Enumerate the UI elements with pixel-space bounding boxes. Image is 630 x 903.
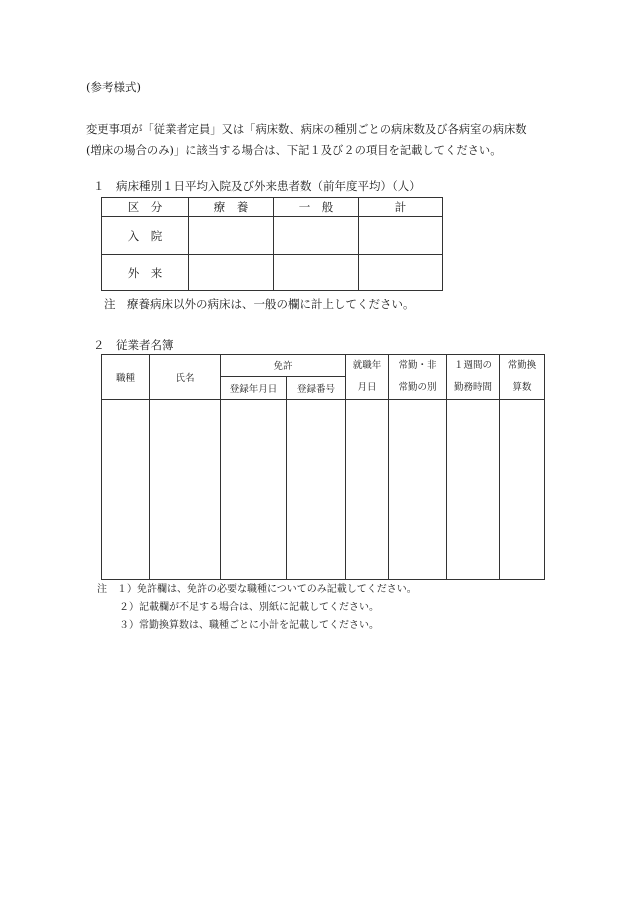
section2-title: ２ 従業者名簿 <box>93 338 174 352</box>
col-header-shushoku <box>346 355 389 400</box>
cell-jokin <box>389 400 447 580</box>
section2-note-1: 注 １）免許欄は、免許の必要な職種についてのみ記載してください。 <box>97 584 417 595</box>
form-label: (参考様式) <box>86 80 141 94</box>
row-label-outpatient: 外 来 <box>102 255 189 291</box>
section2-note-3: ３）常勤換算数は、職種ごとに小計を記載してください。 <box>119 620 379 631</box>
shukan-line-1: １週間の <box>453 360 492 371</box>
cell-outpatient-ryoyo <box>189 255 274 291</box>
staff-roster-table <box>101 354 545 580</box>
cell-shokushu <box>102 400 150 580</box>
section1-title: １ 病床種別１日平均入院及び外来患者数（前年度平均）（人） <box>93 179 421 193</box>
col-header-menkyo: 免許 <box>221 355 346 377</box>
col-header-shokushu: 職種 <box>102 355 150 400</box>
cell-inpatient-ippan <box>274 217 359 255</box>
col-header-toroku-no: 登録番号 <box>287 376 346 399</box>
intro-line-2: (増床の場合のみ)」に該当する場合は、下記１及び２の項目を記載してください。 <box>86 144 502 157</box>
cell-toroku-no <box>287 400 346 580</box>
cell-inpatient-ryoyo <box>189 217 274 255</box>
cell-inpatient-total <box>359 217 443 255</box>
col-header-total: 計 <box>359 198 443 217</box>
cell-toroku-date <box>221 400 287 580</box>
col-header-toroku-date: 登録年月日 <box>221 376 287 399</box>
cell-outpatient-ippan <box>274 255 359 291</box>
patient-count-table <box>101 197 443 291</box>
kansan-line-1: 常勤換 <box>507 360 537 371</box>
kansan-line-2: 算数 <box>512 382 532 393</box>
shushoku-line-2: 月日 <box>357 382 377 393</box>
jokin-line-1: 常勤・非 <box>398 360 437 371</box>
intro-line-1: 変更事項が「従業者定員」又は「病床数、病床の種別ごとの病床数及び各病室の病床数 <box>86 123 527 136</box>
col-header-ippan: 一 般 <box>274 198 359 217</box>
col-header-ryoyo: 療 養 <box>189 198 274 217</box>
col-header-shukan <box>447 355 500 400</box>
col-header-category: 区 分 <box>102 198 189 217</box>
cell-shukan <box>447 400 500 580</box>
col-header-kansan <box>500 355 545 400</box>
col-header-shimei: 氏名 <box>150 355 221 400</box>
row-label-inpatient: 入 院 <box>102 217 189 255</box>
shushoku-line-1: 就職年 <box>352 360 382 371</box>
cell-shushoku <box>346 400 389 580</box>
cell-shimei <box>150 400 221 580</box>
shukan-line-2: 勤務時間 <box>453 382 492 393</box>
section2-note-2: ２）記載欄が不足する場合は、別紙に記載してください。 <box>119 602 379 613</box>
section1-note: 注 療養病床以外の病床は、一般の欄に計上してください。 <box>104 297 415 311</box>
jokin-line-2: 常勤の別 <box>398 382 437 393</box>
cell-outpatient-total <box>359 255 443 291</box>
col-header-jokin <box>389 355 447 400</box>
cell-kansan <box>500 400 545 580</box>
